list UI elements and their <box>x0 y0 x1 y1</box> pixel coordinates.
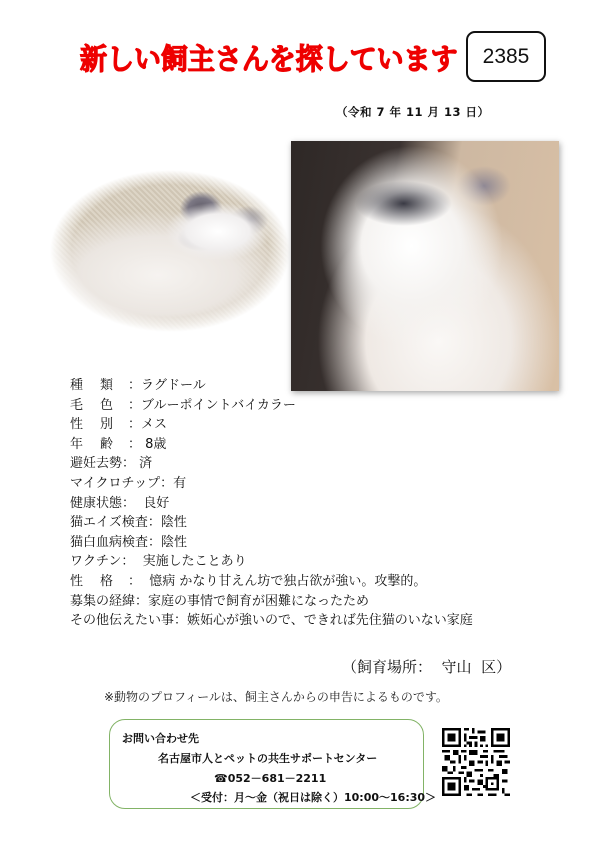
label-part: 別 <box>100 417 114 433</box>
profile-row-reason <box>70 592 473 612</box>
profile-row-breed <box>70 376 473 396</box>
profile-label: 健康状態 <box>70 495 123 511</box>
qr-code-icon[interactable] <box>442 728 510 796</box>
cat-portrait-photo <box>291 141 559 391</box>
profile-row-coat <box>70 396 473 416</box>
profile-label: 避妊去勢 <box>70 456 123 472</box>
label-part: 格 <box>100 573 114 589</box>
profile-row-vaccine <box>70 552 473 572</box>
label-part: 齢 <box>100 436 114 452</box>
location-label: （飼育場所： 守山 区） <box>342 658 512 676</box>
label-part: 色 <box>100 397 114 413</box>
date-label: （令和 7 年 11 月 13 日） <box>336 105 490 119</box>
profile-row-spay <box>70 454 473 474</box>
profile-value: 陰性 <box>161 534 188 550</box>
contact-organization: 名古屋市人とペットの共生サポートセンター <box>158 752 378 765</box>
profile-row-other <box>70 611 473 631</box>
profile-label: マイクロチップ <box>70 475 161 491</box>
profile-value: 家庭の事情で飼育が困難になったため <box>148 593 370 609</box>
profile-list <box>70 376 473 631</box>
separator: ： <box>174 613 188 629</box>
profile-label: 猫エイズ検査 <box>70 515 148 531</box>
contact-heading: お問い合わせ先 <box>122 732 199 745</box>
profile-value: 良好 <box>135 495 170 511</box>
profile-label: ワクチン <box>70 554 122 570</box>
profile-value: 嫉妬心が強いので、できれば先住猫のいない家庭 <box>187 613 473 629</box>
label-part: 類 <box>100 378 114 393</box>
separator: ： <box>147 515 161 531</box>
separator: ： <box>122 495 136 511</box>
label-part: 年 <box>70 436 84 452</box>
profile-value: 憶病 かなり甘えん坊で独占欲が強い。攻撃的。 <box>141 573 427 589</box>
profile-value: 陰性 <box>160 515 187 531</box>
separator: ： <box>128 417 142 433</box>
profile-row-fiv <box>70 513 473 533</box>
page-title: 新しい飼主さんを探しています <box>80 42 458 76</box>
profile-row-health <box>70 494 473 514</box>
cat-lying-photo <box>50 170 290 332</box>
profile-row-sex <box>70 415 473 435</box>
contact-phone[interactable]: ☎052－681－2211 <box>214 772 327 785</box>
label-part: 性 <box>70 573 84 589</box>
profile-row-microchip <box>70 474 473 494</box>
profile-value: ブルーポイントバイカラー <box>141 397 296 413</box>
contact-box <box>109 719 437 809</box>
separator: ： <box>128 436 142 452</box>
separator: ： <box>122 456 136 472</box>
label-part: 種 <box>70 378 84 393</box>
disclaimer-note: ※動物のプロフィールは、飼主さんからの申告によるものです。 <box>104 690 448 704</box>
profile-label: 猫白血病検査 <box>70 534 149 550</box>
separator: ： <box>135 593 149 609</box>
profile-label: その他伝えたい事 <box>70 613 175 629</box>
profile-value: 8歳 <box>141 436 167 452</box>
profile-row-felv <box>70 533 473 553</box>
profile-label: 募集の経緯 <box>70 593 136 609</box>
profile-value: 済 <box>135 456 153 472</box>
profile-value: 有 <box>173 475 187 491</box>
profile-row-personality <box>70 572 473 592</box>
profile-row-age <box>70 435 473 455</box>
label-part: 性 <box>70 417 84 433</box>
label-part: 毛 <box>70 397 84 413</box>
profile-value: 実施したことあり <box>134 554 247 570</box>
separator: ： <box>160 475 174 491</box>
id-number-box: 2385 <box>466 31 546 82</box>
separator: ： <box>128 378 142 393</box>
profile-value: メス <box>141 417 168 433</box>
contact-hours: ＜受付：月～金（祝日は除く）10:00～16:30＞ <box>190 791 437 804</box>
separator: ： <box>128 397 142 413</box>
separator: ： <box>148 534 162 550</box>
separator: ： <box>128 573 142 589</box>
separator: ： <box>121 554 135 570</box>
profile-value: ラグドール <box>141 378 206 393</box>
